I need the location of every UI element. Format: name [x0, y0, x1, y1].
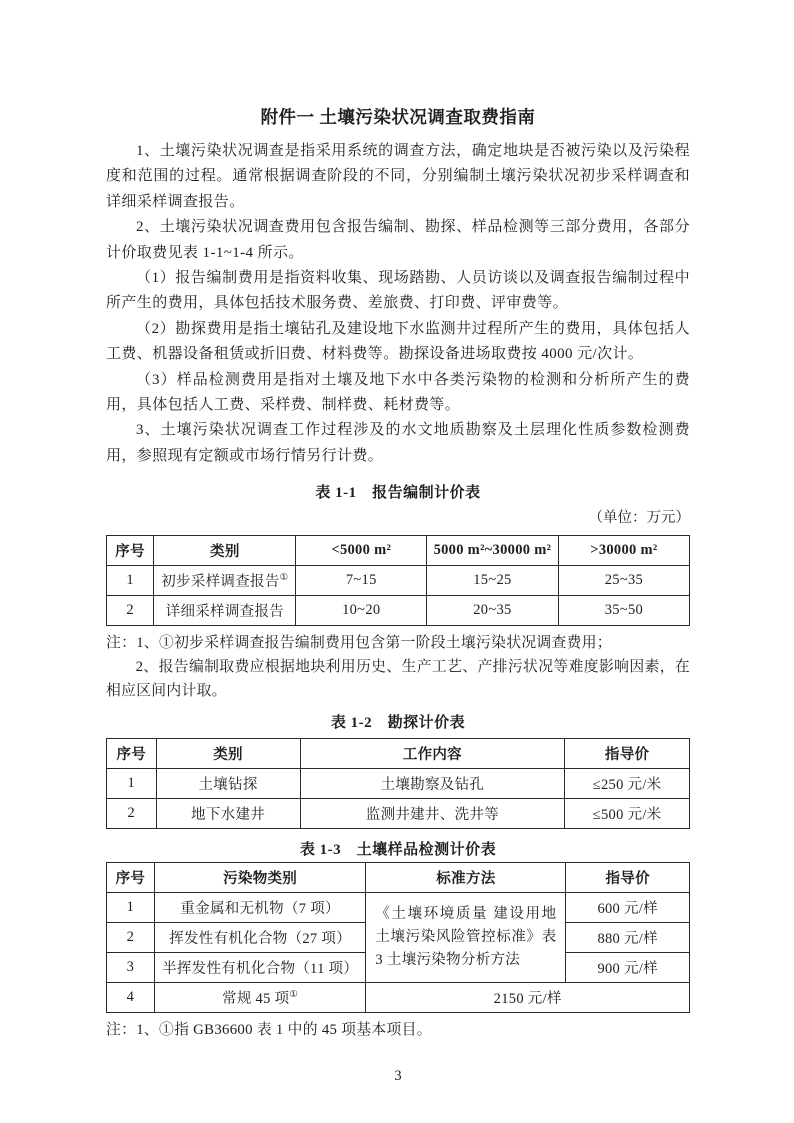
column-header: 5000 m²~30000 m² [427, 536, 559, 566]
table-row [107, 983, 690, 1013]
table1-caption: 表 1-1 报告编制计价表 [315, 485, 481, 502]
table3-note: 注：1、①指 GB36600 表 1 中的 45 项基本项目。 [106, 1022, 432, 1039]
paragraph-item-1: （1）报告编制费用是指资料收集、现场踏勘、人员访谈以及调查报告编制过程中所产生的费用，具体包括技术服务费、差旅费、打印费、评审费等。 [106, 270, 690, 312]
paragraph-item-3: （3）样品检测费用是指对土壤及地下水中各类污染物的检测和分析所产生的费用，具体包括人工费、采样费、制样费、耗材费等。 [106, 371, 690, 414]
cell-seq: 2 [107, 923, 155, 953]
cell-price: 7~15 [296, 566, 427, 596]
cell-price: 10~20 [296, 596, 427, 626]
cell-work: 土壤勘察及钻孔 [300, 769, 565, 799]
cell-price: 20~35 [427, 596, 559, 626]
column-header: 类别 [156, 739, 300, 769]
cell-seq: 2 [107, 596, 154, 626]
table-header-row [107, 863, 690, 893]
table1-unit-note: （单位：万元） [588, 510, 690, 527]
cell-seq: 4 [107, 983, 155, 1013]
cell-category: 挥发性有机化合物（27 项） [154, 923, 366, 953]
table1-note-1: 注：1、①初步采样调查报告编制费用包含第一阶段土壤污染状况调查费用； [106, 635, 612, 652]
cell-price: ≤250 元/米 [565, 769, 690, 799]
cell-price: 600 元/样 [566, 893, 690, 923]
column-header: 类别 [154, 536, 296, 566]
table-exploration-pricing [106, 738, 690, 829]
cell-price: 25~35 [558, 566, 689, 596]
table-row [107, 799, 690, 829]
cell-price: 35~50 [558, 596, 689, 626]
cell-seq: 1 [107, 769, 157, 799]
cell-category: 土壤钻探 [156, 769, 300, 799]
column-header: 序号 [107, 739, 157, 769]
paragraph-3: 3、土壤污染状况调查工作过程涉及的水文地质勘察及土层理化性质参数检测费用，参照现有定额或市场行情另行计费。 [106, 422, 690, 464]
table-row [107, 893, 690, 923]
table-sample-testing-pricing [106, 862, 690, 1013]
cell-standard-method: 《土壤环境质量 建设用地土壤污染风险管控标准》表 3 土壤污染物分析方法 [366, 893, 566, 983]
cell-category [154, 566, 296, 596]
footnote-mark: ① [279, 573, 289, 584]
table-row [107, 596, 690, 626]
category-label: 初步采样调查报告 [161, 574, 280, 591]
cell-price: 15~25 [427, 566, 559, 596]
paragraph-1: 1、土壤污染状况调查是指采用系统的调查方法，确定地块是否被污染以及污染程度和范围的过程。通常根据调查阶段的不同，分别编制土壤污染状况初步采样调查和详细采样调查报告。 [106, 143, 690, 210]
cell-price: 880 元/样 [566, 923, 690, 953]
cell-seq: 2 [107, 799, 157, 829]
column-header: >30000 m² [558, 536, 689, 566]
footnote-mark: ① [289, 990, 299, 1001]
category-label: 详细采样调查报告 [165, 604, 285, 621]
cell-price-merged: 2150 元/样 [366, 983, 690, 1013]
table-row [107, 769, 690, 799]
table-row [107, 566, 690, 596]
paragraph-item-2: （2）勘探费用是指土壤钻孔及建设地下水监测井过程所产生的费用，具体包括人工费、机器设备租赁或折旧费、材料费等。勘探设备进场取费按 4000 元/次计。 [106, 320, 690, 363]
cell-seq: 1 [107, 893, 155, 923]
cell-category: 半挥发性有机化合物（11 项） [154, 953, 366, 983]
cell-work: 监测井建井、洗井等 [300, 799, 565, 829]
table1-note-2: 2、报告编制取费应根据地块利用历史、生产工艺、产排污状况等难度影响因素，在相应区间内计取。 [106, 659, 690, 700]
table-report-pricing [106, 535, 690, 626]
column-header: 污染物类别 [154, 863, 366, 893]
column-header: <5000 m² [296, 536, 427, 566]
cell-category: 地下水建井 [156, 799, 300, 829]
table-header-row [107, 739, 690, 769]
page-number: 3 [394, 1068, 402, 1085]
cell-category [154, 596, 296, 626]
cell-seq: 3 [107, 953, 155, 983]
paragraph-2: 2、土壤污染状况调查费用包含报告编制、勘探、样品检测等三部分费用，各部分计价取费见表 1-1~1-4 所示。 [106, 219, 690, 261]
column-header: 序号 [107, 536, 154, 566]
column-header: 工作内容 [300, 739, 565, 769]
column-header: 指导价 [566, 863, 690, 893]
cell-price: ≤500 元/米 [565, 799, 690, 829]
column-header: 指导价 [565, 739, 690, 769]
cell-category: 重金属和无机物（7 项） [154, 893, 366, 923]
cell-seq: 1 [107, 566, 154, 596]
column-header: 序号 [107, 863, 155, 893]
category-label: 常规 45 项 [222, 991, 290, 1008]
table-header-row [107, 536, 690, 566]
column-header: 标准方法 [366, 863, 566, 893]
cell-category [154, 983, 366, 1013]
table2-caption: 表 1-2 勘探计价表 [330, 715, 466, 732]
page-title: 附件一 土壤污染状况调查取费指南 [260, 107, 536, 127]
table3-caption: 表 1-3 土壤样品检测计价表 [299, 842, 497, 859]
cell-price: 900 元/样 [566, 953, 690, 983]
